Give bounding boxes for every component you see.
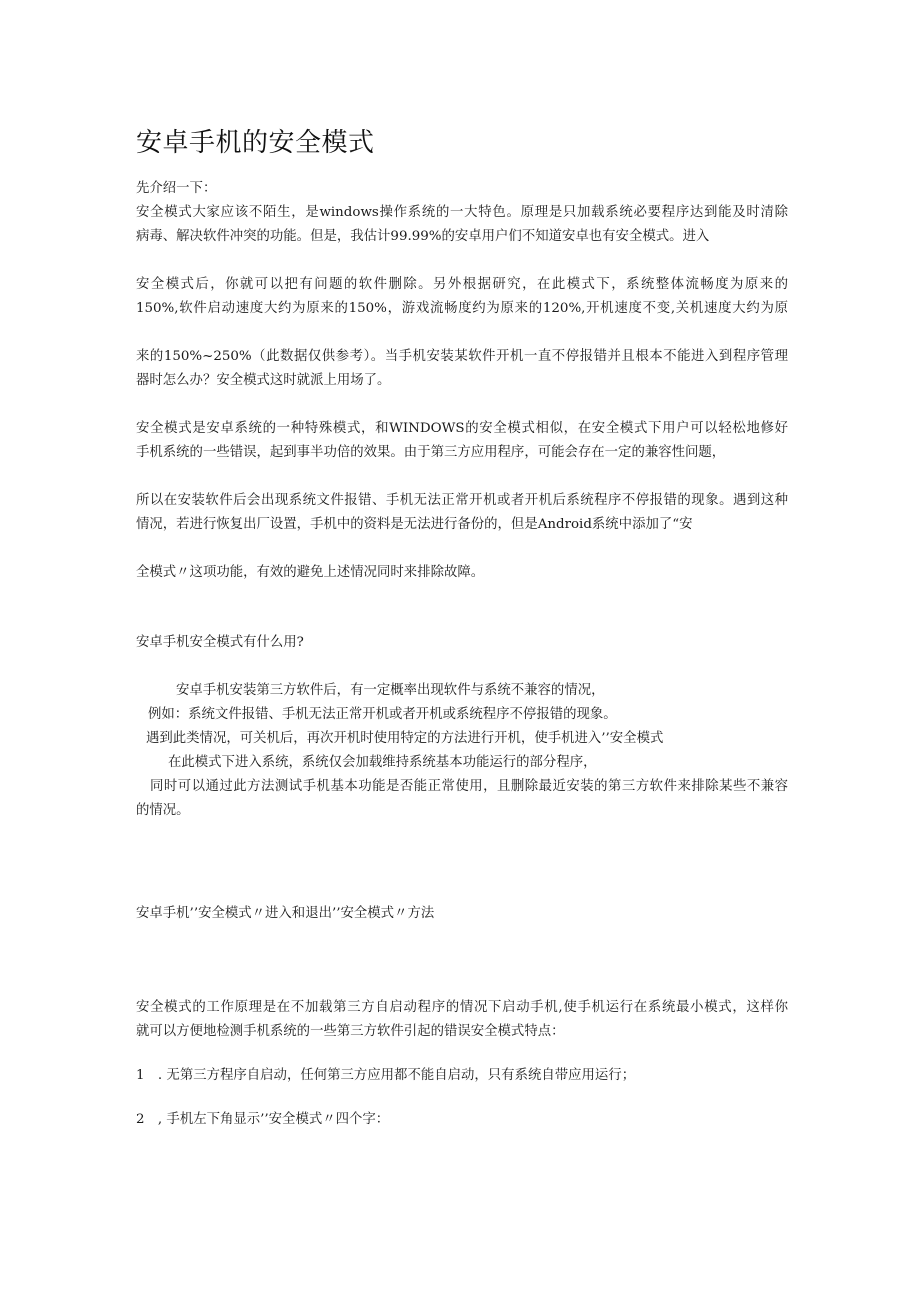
paragraph-line: 安全模式后，你就可以把有问题的软件删除。另外根据研究，在此模式下，系统整体流畅度为原来的 (136, 277, 788, 292)
paragraph-line: 器时怎么办？安全模式这时就派上用场了。 (136, 373, 391, 388)
paragraph-line: 安全模式的工作原理是在不加载第三方自启动程序的情况下启动手机,使手机运行在系统最小模式，这样你 (136, 1000, 788, 1015)
list-line: 同时可以通过此方法测试手机基本功能是否能正常使用，且删除最近安装的第三方软件来排除某些不兼容 (150, 779, 788, 794)
list-line: 遇到此类情况，可关机后，再次开机时使用特定的方法进行开机，使手机进入’’安全模式 (146, 731, 664, 746)
feature-item: 1 . 无第三方程序自启动，任何第三方应用都不能自启动，只有系统自带应用运行； (136, 1068, 636, 1083)
section-heading: 安卓手机’’安全模式〃进入和退出’’安全模式〃方法 (136, 906, 435, 921)
paragraph-line: 病毒、解决软件冲突的功能。但是，我估计99.99%的安卓用户们不知道安卓也有安全模式。进入 (136, 229, 710, 244)
paragraph-line: 手机系统的一些错误，起到事半功倍的效果。由于第三方应用程序，可能会存在一定的兼容性问题， (136, 445, 726, 460)
paragraph-line: 情况，若进行恢复出厂设置，手机中的资料是无法进行备份的，但是Android系统中添加了“安 (136, 517, 693, 532)
document-title: 安卓手机的安全模式 (136, 128, 375, 158)
paragraph-line: 安全模式是安卓系统的一种特殊模式，和WINDOWS的安全模式相似，在安全模式下用户可以轻松地修好 (136, 421, 788, 436)
list-line: 安卓手机安装第三方软件后，有一定概率出现软件与系统不兼容的情况， (176, 683, 605, 698)
paragraph-line: 先介绍一下： (136, 181, 217, 196)
paragraph-line: 来的150%~250%（此数据仅供参考）。当手机安装某软件开机一直不停报错并且根本不能进入到程序管理 (136, 349, 788, 364)
list-line: 例如：系统文件报错、手机无法正常开机或者开机或系统程序不停报错的现象。 (148, 707, 617, 722)
paragraph-line: 安全模式大家应该不陌生，是windows操作系统的一大特色。原理是只加载系统必要程序达到能及时清除 (136, 205, 788, 220)
paragraph-line: 就可以方便地检测手机系统的一些第三方软件引起的错误安全模式特点： (136, 1024, 565, 1039)
list-line: 的情况。 (136, 803, 190, 818)
paragraph-line: 全模式〃这项功能，有效的避免上述情况同时来排除故障。 (136, 565, 485, 580)
list-line: 在此模式下进入系统，系统仅会加载维持系统基本功能运行的部分程序， (168, 755, 597, 770)
paragraph-line: 150%,软件启动速度大约为原来的150%，游戏流畅度约为原来的120%,开机速度不变,关机速度大约为原 (136, 301, 788, 316)
feature-item: 2 , 手机左下角显示’’安全模式〃四个字： (136, 1112, 390, 1127)
paragraph-line: 所以在安装软件后会出现系统文件报错、手机无法正常开机或者开机后系统程序不停报错的现象。遇到这种 (136, 493, 788, 508)
section-heading: 安卓手机安全模式有什么用? (136, 635, 304, 650)
